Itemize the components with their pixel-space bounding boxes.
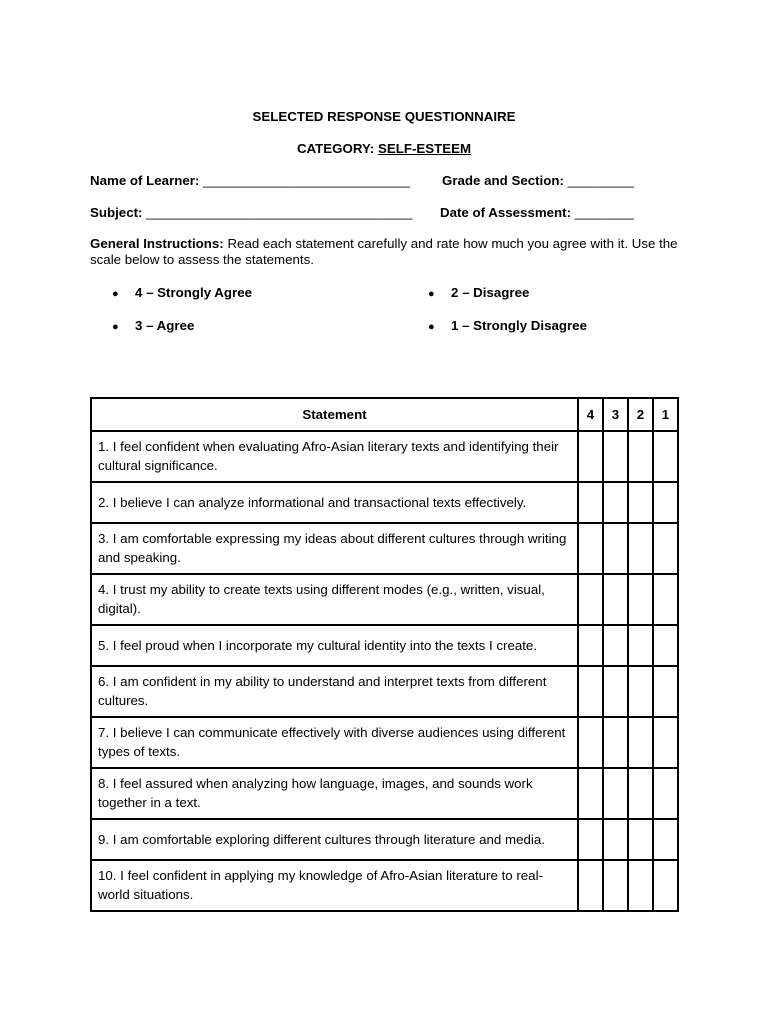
scale-item-3 xyxy=(112,317,194,335)
statement-text: 6. I am confident in my ability to understand and interpret texts from different cultures. xyxy=(91,666,578,717)
scale-label: 1 – Strongly Disagree xyxy=(451,318,587,333)
rating-table xyxy=(90,397,679,912)
rating-cell-4[interactable] xyxy=(578,574,603,625)
scale-item-2 xyxy=(428,284,529,302)
grade-section-field xyxy=(442,172,634,190)
scale-label: 4 – Strongly Agree xyxy=(135,285,252,300)
bullet-icon: ● xyxy=(112,321,119,333)
statement-text: 8. I feel assured when analyzing how language, images, and sounds work together in a text. xyxy=(91,768,578,819)
rating-cell-3[interactable] xyxy=(603,574,628,625)
category-line xyxy=(0,140,768,158)
rating-cell-4[interactable] xyxy=(578,768,603,819)
rating-cell-3[interactable] xyxy=(603,860,628,911)
table-row xyxy=(91,431,678,482)
rating-cell-2[interactable] xyxy=(628,666,653,717)
statement-text: 10. I feel confident in applying my knowledge of Afro-Asian literature to real-world situations. xyxy=(91,860,578,911)
subject-field xyxy=(90,204,412,222)
rating-cell-2[interactable] xyxy=(628,482,653,523)
date-assessment-blank: ________ xyxy=(574,205,634,220)
instructions-text: Read each statement carefully and rate how much you agree with it. Use the scale below to assess the statements. xyxy=(90,236,678,267)
table-row xyxy=(91,717,678,768)
rating-cell-1[interactable] xyxy=(653,574,678,625)
rating-cell-4[interactable] xyxy=(578,625,603,666)
scale-item-4 xyxy=(112,284,252,302)
scale-item-1 xyxy=(428,317,587,335)
scale-label: 3 – Agree xyxy=(135,318,195,333)
rating-cell-1[interactable] xyxy=(653,523,678,574)
rating-cell-4[interactable] xyxy=(578,431,603,482)
rating-cell-2[interactable] xyxy=(628,717,653,768)
rating-cell-1[interactable] xyxy=(653,625,678,666)
table-row xyxy=(91,625,678,666)
rating-cell-4[interactable] xyxy=(578,819,603,860)
table-row xyxy=(91,819,678,860)
table-row xyxy=(91,482,678,523)
table-header-row xyxy=(91,398,678,431)
rating-cell-4[interactable] xyxy=(578,717,603,768)
learner-name-label: Name of Learner: xyxy=(90,173,200,188)
rating-cell-1[interactable] xyxy=(653,717,678,768)
statement-text: 7. I believe I can communicate effectively with diverse audiences using different types of texts. xyxy=(91,717,578,768)
rating-cell-1[interactable] xyxy=(653,666,678,717)
statement-text: 2. I believe I can analyze informational and transactional texts effectively. xyxy=(91,482,578,523)
statement-text: 4. I trust my ability to create texts using different modes (e.g., written, visual, digital). xyxy=(91,574,578,625)
statement-text: 3. I am comfortable expressing my ideas about different cultures through writing and speaking. xyxy=(91,523,578,574)
rating-cell-1[interactable] xyxy=(653,860,678,911)
table-row xyxy=(91,666,678,717)
rating-cell-2[interactable] xyxy=(628,574,653,625)
rating-cell-3[interactable] xyxy=(603,431,628,482)
column-header-3: 3 xyxy=(603,398,628,431)
rating-cell-2[interactable] xyxy=(628,819,653,860)
rating-cell-3[interactable] xyxy=(603,482,628,523)
rating-cell-2[interactable] xyxy=(628,768,653,819)
statement-column-header: Statement xyxy=(91,398,578,431)
column-header-1: 1 xyxy=(653,398,678,431)
column-header-2: 2 xyxy=(628,398,653,431)
rating-cell-1[interactable] xyxy=(653,482,678,523)
date-assessment-field xyxy=(440,204,634,222)
rating-cell-3[interactable] xyxy=(603,819,628,860)
rating-cell-2[interactable] xyxy=(628,431,653,482)
statement-text: 9. I am comfortable exploring different cultures through literature and media. xyxy=(91,819,578,860)
rating-cell-2[interactable] xyxy=(628,625,653,666)
table-row xyxy=(91,523,678,574)
statement-text: 5. I feel proud when I incorporate my cultural identity into the texts I create. xyxy=(91,625,578,666)
rating-cell-2[interactable] xyxy=(628,860,653,911)
statement-text: 1. I feel confident when evaluating Afro-Asian literary texts and identifying their cultural significance. xyxy=(91,431,578,482)
rating-cell-3[interactable] xyxy=(603,666,628,717)
bullet-icon: ● xyxy=(428,321,435,333)
table-row xyxy=(91,768,678,819)
rating-cell-3[interactable] xyxy=(603,523,628,574)
bullet-icon: ● xyxy=(112,288,119,300)
document-title: SELECTED RESPONSE QUESTIONNAIRE xyxy=(252,109,516,124)
column-header-4: 4 xyxy=(578,398,603,431)
grade-section-label: Grade and Section: xyxy=(442,173,564,188)
learner-name-blank: ____________________________ xyxy=(203,173,411,188)
general-instructions xyxy=(90,236,680,268)
rating-cell-3[interactable] xyxy=(603,717,628,768)
rating-cell-4[interactable] xyxy=(578,666,603,717)
rating-cell-1[interactable] xyxy=(653,768,678,819)
category-label: CATEGORY: xyxy=(296,141,375,156)
subject-blank: ____________________________________ xyxy=(146,205,413,220)
rating-cell-4[interactable] xyxy=(578,860,603,911)
date-assessment-label: Date of Assessment: xyxy=(440,205,572,220)
rating-cell-3[interactable] xyxy=(603,625,628,666)
instructions-label: General Instructions: xyxy=(90,236,224,251)
rating-cell-3[interactable] xyxy=(603,768,628,819)
grade-section-blank: _________ xyxy=(567,173,635,188)
table-row xyxy=(91,574,678,625)
rating-cell-2[interactable] xyxy=(628,523,653,574)
rating-cell-4[interactable] xyxy=(578,482,603,523)
scale-label: 2 – Disagree xyxy=(451,285,530,300)
subject-label: Subject: xyxy=(90,205,143,220)
category-value: SELF-ESTEEM xyxy=(377,141,472,156)
rating-cell-4[interactable] xyxy=(578,523,603,574)
bullet-icon: ● xyxy=(428,288,435,300)
rating-cell-1[interactable] xyxy=(653,431,678,482)
rating-cell-1[interactable] xyxy=(653,819,678,860)
table-row xyxy=(91,860,678,911)
learner-name-field xyxy=(90,172,410,190)
